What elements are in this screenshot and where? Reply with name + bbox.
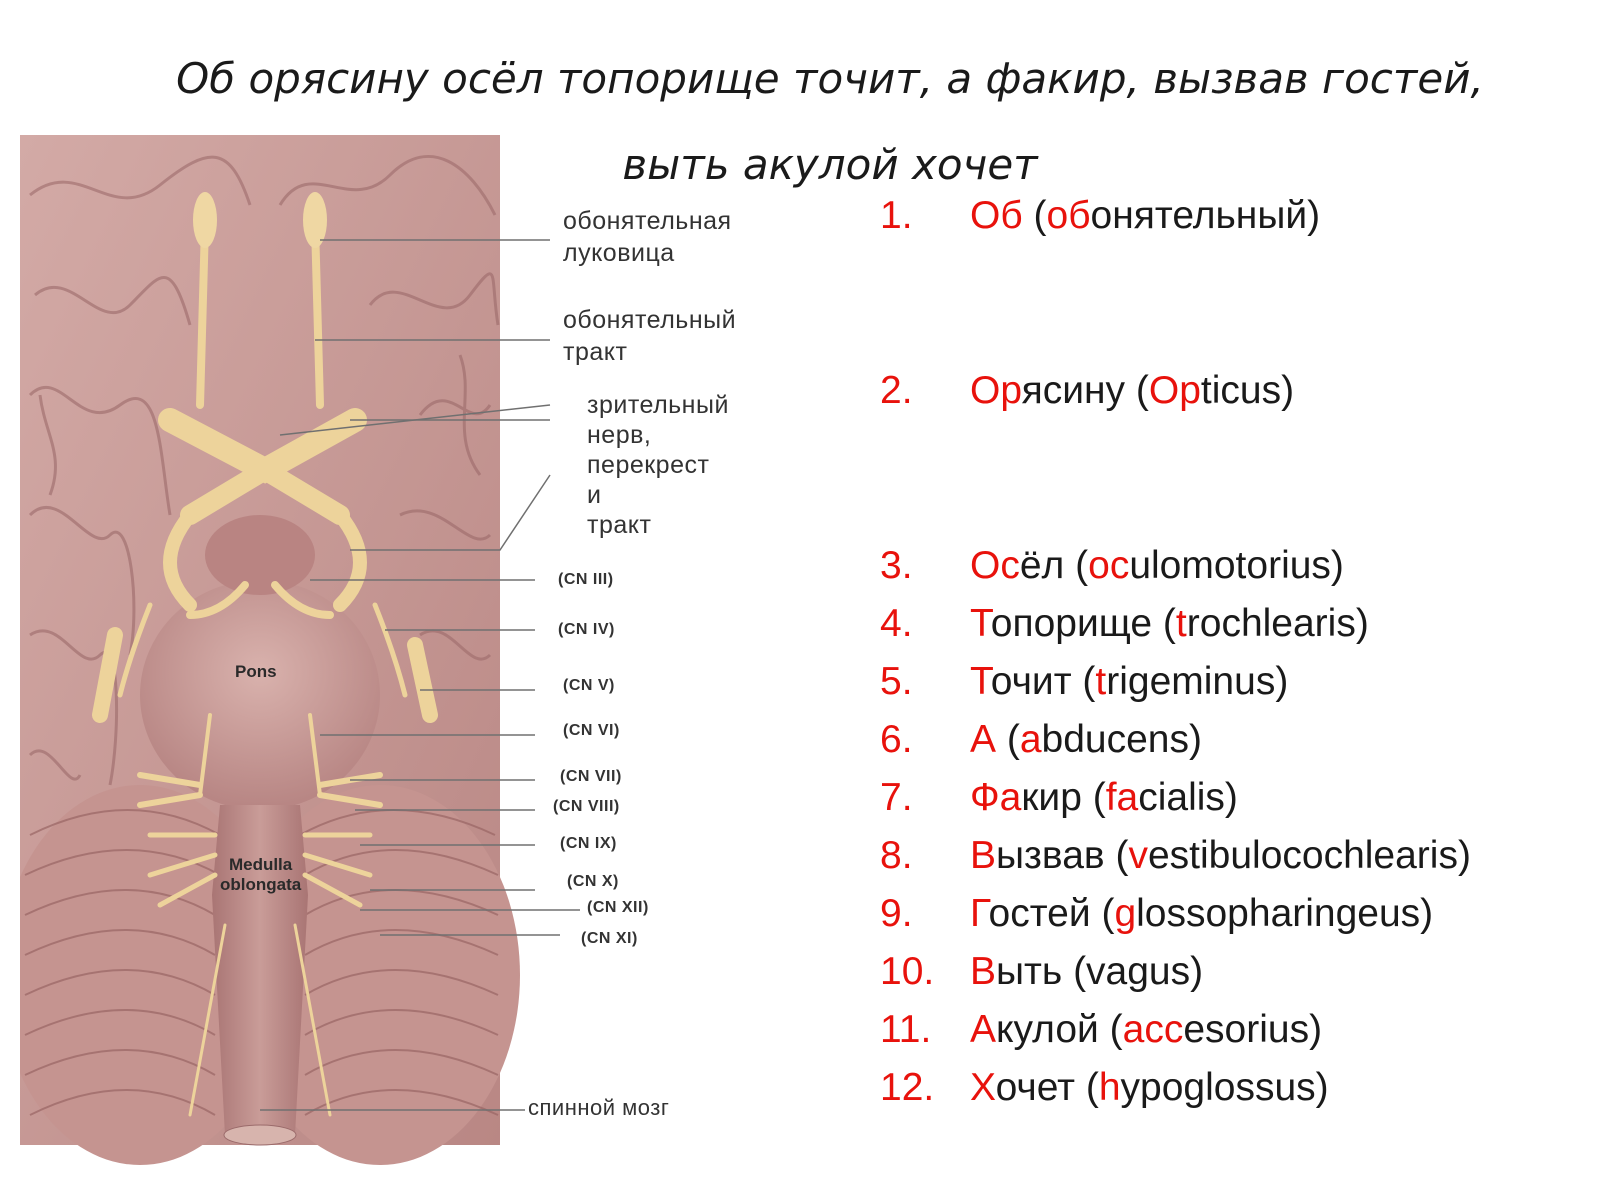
label-cn6: (CN VI) — [563, 722, 620, 739]
mnemonic-text: esorius) — [1183, 1008, 1323, 1051]
brain-drawing — [20, 135, 720, 1190]
label-spinal-cord: спинной мозг — [528, 1095, 670, 1120]
mnemonic-highlight: Х — [970, 1066, 996, 1109]
mnemonic-text: cialis) — [1138, 776, 1238, 819]
mnemonic-highlight: Об — [970, 194, 1023, 237]
label-cn4: (CN IV) — [558, 621, 615, 638]
mnemonic-highlight: Op — [1148, 369, 1201, 412]
mnemonic-number: 3. — [880, 544, 913, 587]
mnemonic-highlight: Фа — [970, 776, 1022, 819]
title-line-1: Об орясину осёл топорище точит, а факир, вызвав гостей, — [176, 54, 1484, 103]
mnemonic-highlight: об — [1046, 194, 1091, 237]
mnemonic-text: онятельный) — [1090, 194, 1321, 237]
mnemonic-text: кулой ( — [996, 1008, 1123, 1051]
mnemonic-number: 5. — [880, 660, 913, 703]
label-cn9: (CN IX) — [560, 835, 617, 852]
mnemonic-text: estibulocochlearis) — [1147, 834, 1471, 877]
mnemonic-text: очит ( — [990, 660, 1096, 703]
mnemonic-item-2 — [880, 365, 1294, 417]
label-optic-line3: тракт — [587, 511, 652, 539]
mammillary-bodies — [205, 515, 315, 595]
mnemonic-highlight: a — [1019, 718, 1042, 761]
mnemonic-item-1 — [880, 190, 1320, 242]
mnemonic-number: 11. — [880, 1008, 932, 1051]
mnemonic-highlight: h — [1098, 1066, 1121, 1109]
mnemonic-item-12 — [880, 1062, 1329, 1114]
mnemonic-highlight: acc — [1122, 1008, 1184, 1051]
mnemonic-text: ( — [1022, 194, 1047, 237]
mnemonic-item-11 — [880, 1004, 1322, 1056]
mnemonic-text: остей ( — [988, 892, 1115, 935]
label-olfactory-tract-line1: обонятельный — [563, 306, 737, 334]
label-olfactory-bulb-line1: обонятельная — [563, 207, 732, 235]
mnemonic-highlight: Ос — [970, 544, 1020, 587]
mnemonic-text: ыть (vagus) — [996, 950, 1204, 993]
mnemonic-item-7 — [880, 772, 1238, 824]
mnemonic-text: кир ( — [1021, 776, 1106, 819]
spinal-cord-cut — [224, 1125, 296, 1145]
mnemonic-number: 4. — [880, 602, 913, 645]
mnemonic-item-8 — [880, 830, 1471, 882]
mnemonic-text: ызвав ( — [996, 834, 1129, 877]
pons-shape — [140, 580, 380, 810]
label-cn5: (CN V) — [563, 677, 615, 694]
mnemonic-item-10 — [880, 946, 1203, 998]
label-cn7: (CN VII) — [560, 768, 622, 785]
mnemonic-item-6 — [880, 714, 1202, 766]
mnemonic-text: очет ( — [995, 1066, 1099, 1109]
mnemonic-highlight: Г — [970, 892, 989, 935]
label-pons: Pons — [235, 662, 277, 681]
label-olfactory-tract-line2: тракт — [563, 338, 628, 366]
label-olfactory-bulb — [563, 205, 732, 269]
mnemonic-text: ulomotorius) — [1129, 544, 1344, 587]
label-cn12: (CN XII) — [587, 899, 649, 916]
mnemonic-text: опорище ( — [990, 602, 1176, 645]
mnemonic-item-5 — [880, 656, 1288, 708]
mnemonic-highlight: oc — [1088, 544, 1130, 587]
mnemonic-text: ( — [996, 718, 1020, 761]
mnemonic-number: 10. — [880, 950, 935, 993]
mnemonic-number: 12. — [880, 1066, 935, 1109]
mnemonic-text: ясину ( — [1021, 369, 1149, 412]
mnemonic-item-4 — [880, 598, 1369, 650]
mnemonic-highlight: t — [1175, 602, 1187, 645]
label-medulla-line1: Medulla — [228, 855, 293, 874]
label-medulla — [220, 855, 301, 895]
label-cn10: (CN X) — [567, 873, 619, 890]
mnemonic-highlight: В — [970, 834, 997, 877]
mnemonic-highlight: v — [1128, 834, 1148, 877]
mnemonic-highlight: Т — [970, 660, 991, 703]
mnemonic-highlight: Т — [970, 602, 991, 645]
mnemonic-text: ёл ( — [1019, 544, 1089, 587]
mnemonic-item-3 — [880, 540, 1344, 592]
label-olfactory-tract — [563, 304, 736, 368]
mnemonic-number: 6. — [880, 718, 913, 761]
label-optic-line1: зрительный нерв, — [587, 391, 729, 449]
mnemonic-text: rigeminus) — [1106, 660, 1289, 703]
mnemonic-highlight: А — [970, 1008, 997, 1051]
mnemonic-text: lossopharingeus) — [1136, 892, 1434, 935]
mnemonic-highlight: Ор — [970, 369, 1022, 412]
mnemonic-item-9 — [880, 888, 1433, 940]
label-optic-line2: перекрест и — [587, 451, 710, 509]
mnemonic-number: 8. — [880, 834, 913, 877]
mnemonic-highlight: В — [970, 950, 997, 993]
mnemonic-highlight: g — [1114, 892, 1137, 935]
mnemonic-number: 7. — [880, 776, 913, 819]
mnemonic-highlight: fa — [1105, 776, 1139, 819]
mnemonic-number: 1. — [880, 194, 913, 237]
olfactory-bulb-left — [193, 192, 217, 248]
title-line-2: выть акулой хочет — [622, 140, 1038, 189]
mnemonic-text: rochlearis) — [1186, 602, 1369, 645]
mnemonic-text: ypoglossus) — [1120, 1066, 1329, 1109]
label-cn11: (CN XI) — [581, 930, 638, 947]
mnemonic-highlight: t — [1095, 660, 1107, 703]
label-optic — [587, 390, 729, 540]
label-cn8: (CN VIII) — [553, 798, 620, 815]
label-olfactory-bulb-line2: луковица — [563, 239, 675, 267]
label-cn3: (CN III) — [558, 571, 614, 588]
label-medulla-line2: oblongata — [220, 875, 302, 894]
mnemonic-highlight: А — [970, 718, 997, 761]
mnemonic-number: 9. — [880, 892, 913, 935]
brain-base-illustration — [20, 135, 737, 1190]
mnemonic-text: bducens) — [1041, 718, 1202, 761]
mnemonic-number: 2. — [880, 369, 913, 412]
mnemonic-text: ticus) — [1200, 369, 1295, 412]
